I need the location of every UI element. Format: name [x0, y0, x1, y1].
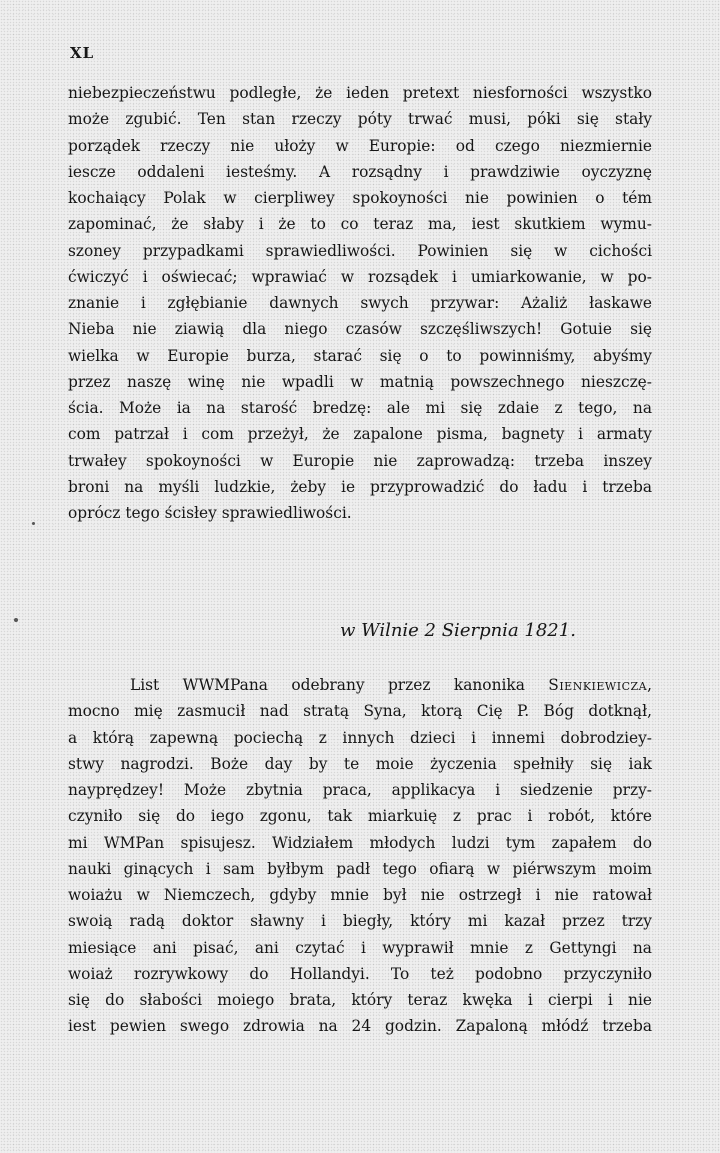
text-line: nauki ginących i sam byłbym padł tego ofiarą w piérwszym moim: [68, 859, 652, 878]
text-line: przez naszę winę nie wpadli w matnią powszechnego nieszczę-: [68, 372, 652, 391]
text-line: oprócz tego ścisłey sprawiedliwości.: [68, 504, 352, 522]
text-line: iescze oddaleni iesteśmy. A rozsądny i prawdziwie oyczyznę: [68, 162, 652, 181]
text-line: ścia. Może ia na starość bredzę: ale mi się zdaie z tego, na: [68, 399, 652, 417]
text-line: Nieba nie ziawią dla niego czasów szczęśliwszych! Gotuie się: [68, 320, 652, 339]
text-line: czyniło się do iego zgonu, tak miarkuię z prac i robót, które: [68, 807, 652, 826]
text-line: znanie i zgłębianie dawnych swych przywar: Ażaliż łaskawe: [68, 294, 652, 312]
text-line: mi WMPan spisujesz. Widziałem młodych ludzi tym zapałem do: [68, 833, 652, 852]
text-fragment: List WWMPana odebrany przez kanonika: [130, 676, 549, 694]
paragraph-letter-ending: [68, 80, 652, 526]
text-line: a którą zapewną pociechą z innych dzieci i innemi dobrodziey-: [68, 728, 652, 747]
text-line: trwałey spokoyności w Europie nie zaprowadzą: trzeba inszey: [68, 451, 652, 470]
text-line: zapominać, że słaby i że to co teraz ma, iest skutkiem wymu-: [68, 215, 652, 234]
text-line: szoney przypadkami sprawiedliwości. Powinien się w cichości: [68, 241, 652, 260]
text-line: niebezpieczeństwu podległe, że ieden pretext niesforności wszystko: [68, 84, 652, 102]
text-line: ćwiczyć i oświecać; wprawiać w rozsądek i umiarkowanie, w po-: [68, 267, 652, 286]
text-fragment: ,: [647, 676, 652, 694]
paper-speck: [14, 618, 18, 622]
text-line: woiażu w Niemczech, gdyby mnie był nie ostrzegł i nie ratował: [68, 886, 652, 904]
text-line: porządek rzeczy nie ułoży w Europie: od czego niezmiernie: [68, 136, 652, 155]
page-number: XL: [70, 44, 95, 62]
paragraph-letter-opening: [68, 672, 652, 1040]
text-line: może zgubić. Ten stan rzeczy póty trwać musi, póki się stały: [68, 110, 652, 129]
text-line: iest pewien swego zdrowia na 24 godzin. Zapaloną młódź trzeba: [68, 1017, 652, 1036]
text-line: woiaż rozrywkowy do Hollandyi. To też podobno przyczyniło: [68, 964, 652, 983]
paper-speck: [32, 522, 35, 525]
text-line: broni na myśli ludzkie, żeby ie przyprowadzić do ładu i trzeba: [68, 477, 652, 496]
text-line: wielka w Europie burza, starać się o to powinniśmy, abyśmy: [68, 346, 652, 365]
text-line: się do słabości moiego brata, który teraz kwęka i cierpi i nie: [68, 991, 652, 1009]
text-line: swoią radą doktor sławny i biegły, który mi kazał przez trzy: [68, 912, 652, 931]
text-line: nayprędzey! Może zbytnia praca, applikacya i siedzenie przy-: [68, 781, 652, 799]
text-line: kochaiący Polak w cierpliwey spokoyności nie powinien o tém: [68, 189, 652, 207]
text-line: stwy nagrodzi. Boże day by te moie życzenia spełniły się iak: [68, 754, 652, 773]
person-name: Sienkiewicza: [548, 676, 648, 694]
text-line: mocno mię zasmucił nad stratą Syna, ktorą Cię P. Bóg dotknął,: [68, 702, 652, 721]
text-line: miesiące ani pisać, ani czytać i wyprawił mnie z Gettyngi na: [68, 938, 652, 957]
text-line: com patrzał i com przeżył, że zapalone pisma, bagnety i armaty: [68, 425, 652, 444]
letter-dateline: w Wilnie 2 Sierpnia 1821.: [340, 620, 576, 641]
text-line-first: [68, 672, 652, 698]
